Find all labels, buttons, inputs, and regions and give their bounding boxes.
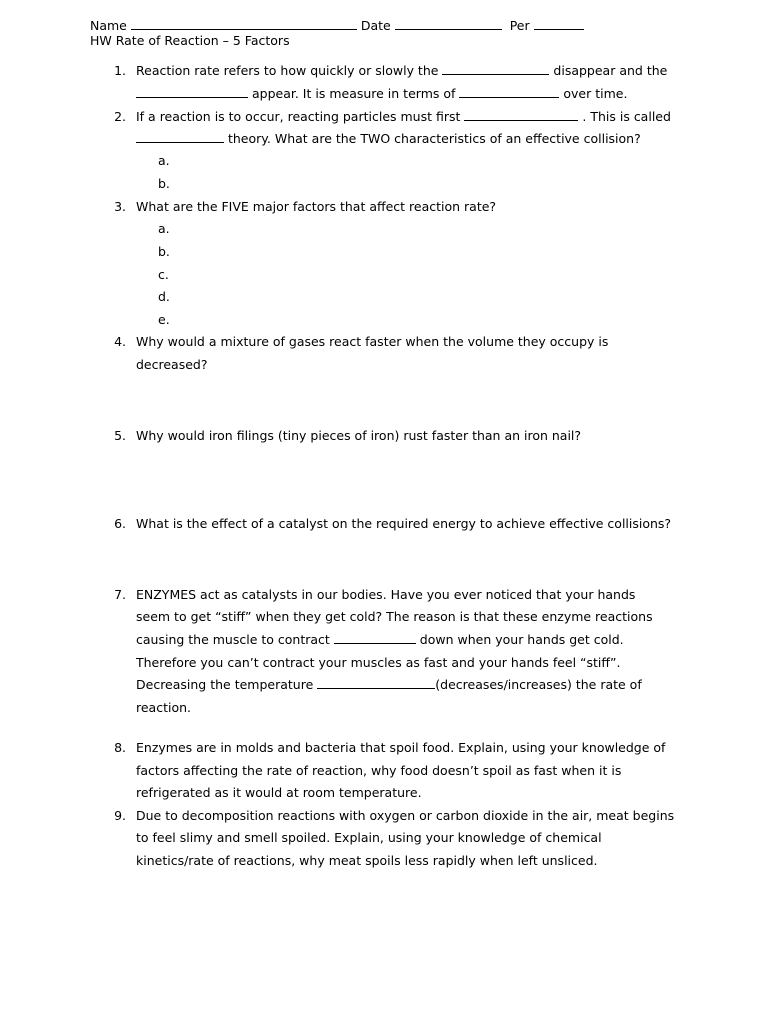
q4-line2: decreased? bbox=[136, 357, 208, 372]
date-blank bbox=[395, 18, 502, 30]
q2-text: If a reaction is to occur, reacting particles must first bbox=[136, 109, 461, 124]
q9-line3: kinetics/rate of reactions, why meat spoils less rapidly when left unsliced. bbox=[136, 853, 598, 868]
header-line bbox=[90, 18, 584, 33]
q7-text: causing the muscle to contract bbox=[136, 632, 330, 647]
q3-item-b: b. bbox=[158, 244, 170, 259]
q1-number: 1. bbox=[114, 63, 126, 78]
q7-line3 bbox=[136, 632, 624, 647]
q8-line3: refrigerated as it would at room temperature. bbox=[136, 785, 422, 800]
q3-item-e: e. bbox=[158, 312, 170, 327]
q1-blank-2 bbox=[136, 86, 248, 98]
q9-line1: Due to decomposition reactions with oxygen or carbon dioxide in the air, meat begins bbox=[136, 808, 675, 823]
page-title: HW Rate of Reaction – 5 Factors bbox=[90, 33, 290, 48]
q7-text: (decreases/increases) the rate of bbox=[435, 677, 642, 692]
q1-text: over time. bbox=[563, 86, 628, 101]
date-label: Date bbox=[360, 18, 391, 33]
q1-text: appear. It is measure in terms of bbox=[251, 86, 456, 101]
q1-line2 bbox=[136, 86, 627, 101]
q2-item-a: a. bbox=[158, 153, 170, 168]
q2-item-b: b. bbox=[158, 176, 170, 191]
per-blank bbox=[534, 18, 584, 30]
q6-number: 6. bbox=[114, 516, 126, 531]
q6-line1: What is the effect of a catalyst on the required energy to achieve effective collisions? bbox=[136, 516, 672, 531]
q2-blank-2 bbox=[136, 131, 224, 143]
q3-item-c: c. bbox=[158, 267, 169, 282]
q3-number: 3. bbox=[114, 199, 126, 214]
q1-text: disappear and the bbox=[553, 63, 668, 78]
q7-line2: seem to get “stiff” when they get cold? The reason is that these enzyme reactions bbox=[136, 609, 653, 624]
name-label: Name bbox=[90, 18, 127, 33]
q7-blank-1 bbox=[334, 632, 416, 644]
q2-blank-1 bbox=[464, 109, 578, 121]
q3-text: What are the FIVE major factors that affect reaction rate? bbox=[136, 199, 497, 214]
q7-line4: Therefore you can’t contract your muscles as fast and your hands feel “stiff”. bbox=[136, 655, 621, 670]
q1-line1 bbox=[136, 63, 667, 78]
q1-blank-1 bbox=[442, 63, 549, 75]
q4-number: 4. bbox=[114, 334, 126, 349]
q7-line5 bbox=[136, 677, 642, 692]
per-label: Per bbox=[509, 18, 530, 33]
q5-number: 5. bbox=[114, 428, 126, 443]
name-blank bbox=[131, 18, 357, 30]
q2-text: . This is called bbox=[582, 109, 671, 124]
q7-text: down when your hands get cold. bbox=[419, 632, 624, 647]
q2-text: theory. What are the TWO characteristics of an effective collision? bbox=[227, 131, 641, 146]
q9-number: 9. bbox=[114, 808, 126, 823]
q7-number: 7. bbox=[114, 587, 126, 602]
q8-line1: Enzymes are in molds and bacteria that spoil food. Explain, using your knowledge of bbox=[136, 740, 666, 755]
q7-line1: ENZYMES act as catalysts in our bodies. Have you ever noticed that your hands bbox=[136, 587, 636, 602]
q2-line1 bbox=[136, 109, 671, 124]
q7-text: Decreasing the temperature bbox=[136, 677, 314, 692]
q2-line2 bbox=[136, 131, 641, 146]
q4-line1: Why would a mixture of gases react faster when the volume they occupy is bbox=[136, 334, 609, 349]
q7-line6: reaction. bbox=[136, 700, 192, 715]
q9-line2: to feel slimy and smell spoiled. Explain, using your knowledge of chemical bbox=[136, 830, 602, 845]
q3-item-d: d. bbox=[158, 289, 170, 304]
q2-number: 2. bbox=[114, 109, 126, 124]
q1-text: Reaction rate refers to how quickly or slowly the bbox=[136, 63, 439, 78]
q3-item-a: a. bbox=[158, 221, 170, 236]
q7-blank-2 bbox=[317, 677, 435, 689]
q8-line2: factors affecting the rate of reaction, why food doesn’t spoil as fast when it is bbox=[136, 763, 622, 778]
q1-blank-3 bbox=[459, 86, 559, 98]
q8-number: 8. bbox=[114, 740, 126, 755]
q5-line1: Why would iron filings (tiny pieces of iron) rust faster than an iron nail? bbox=[136, 428, 582, 443]
